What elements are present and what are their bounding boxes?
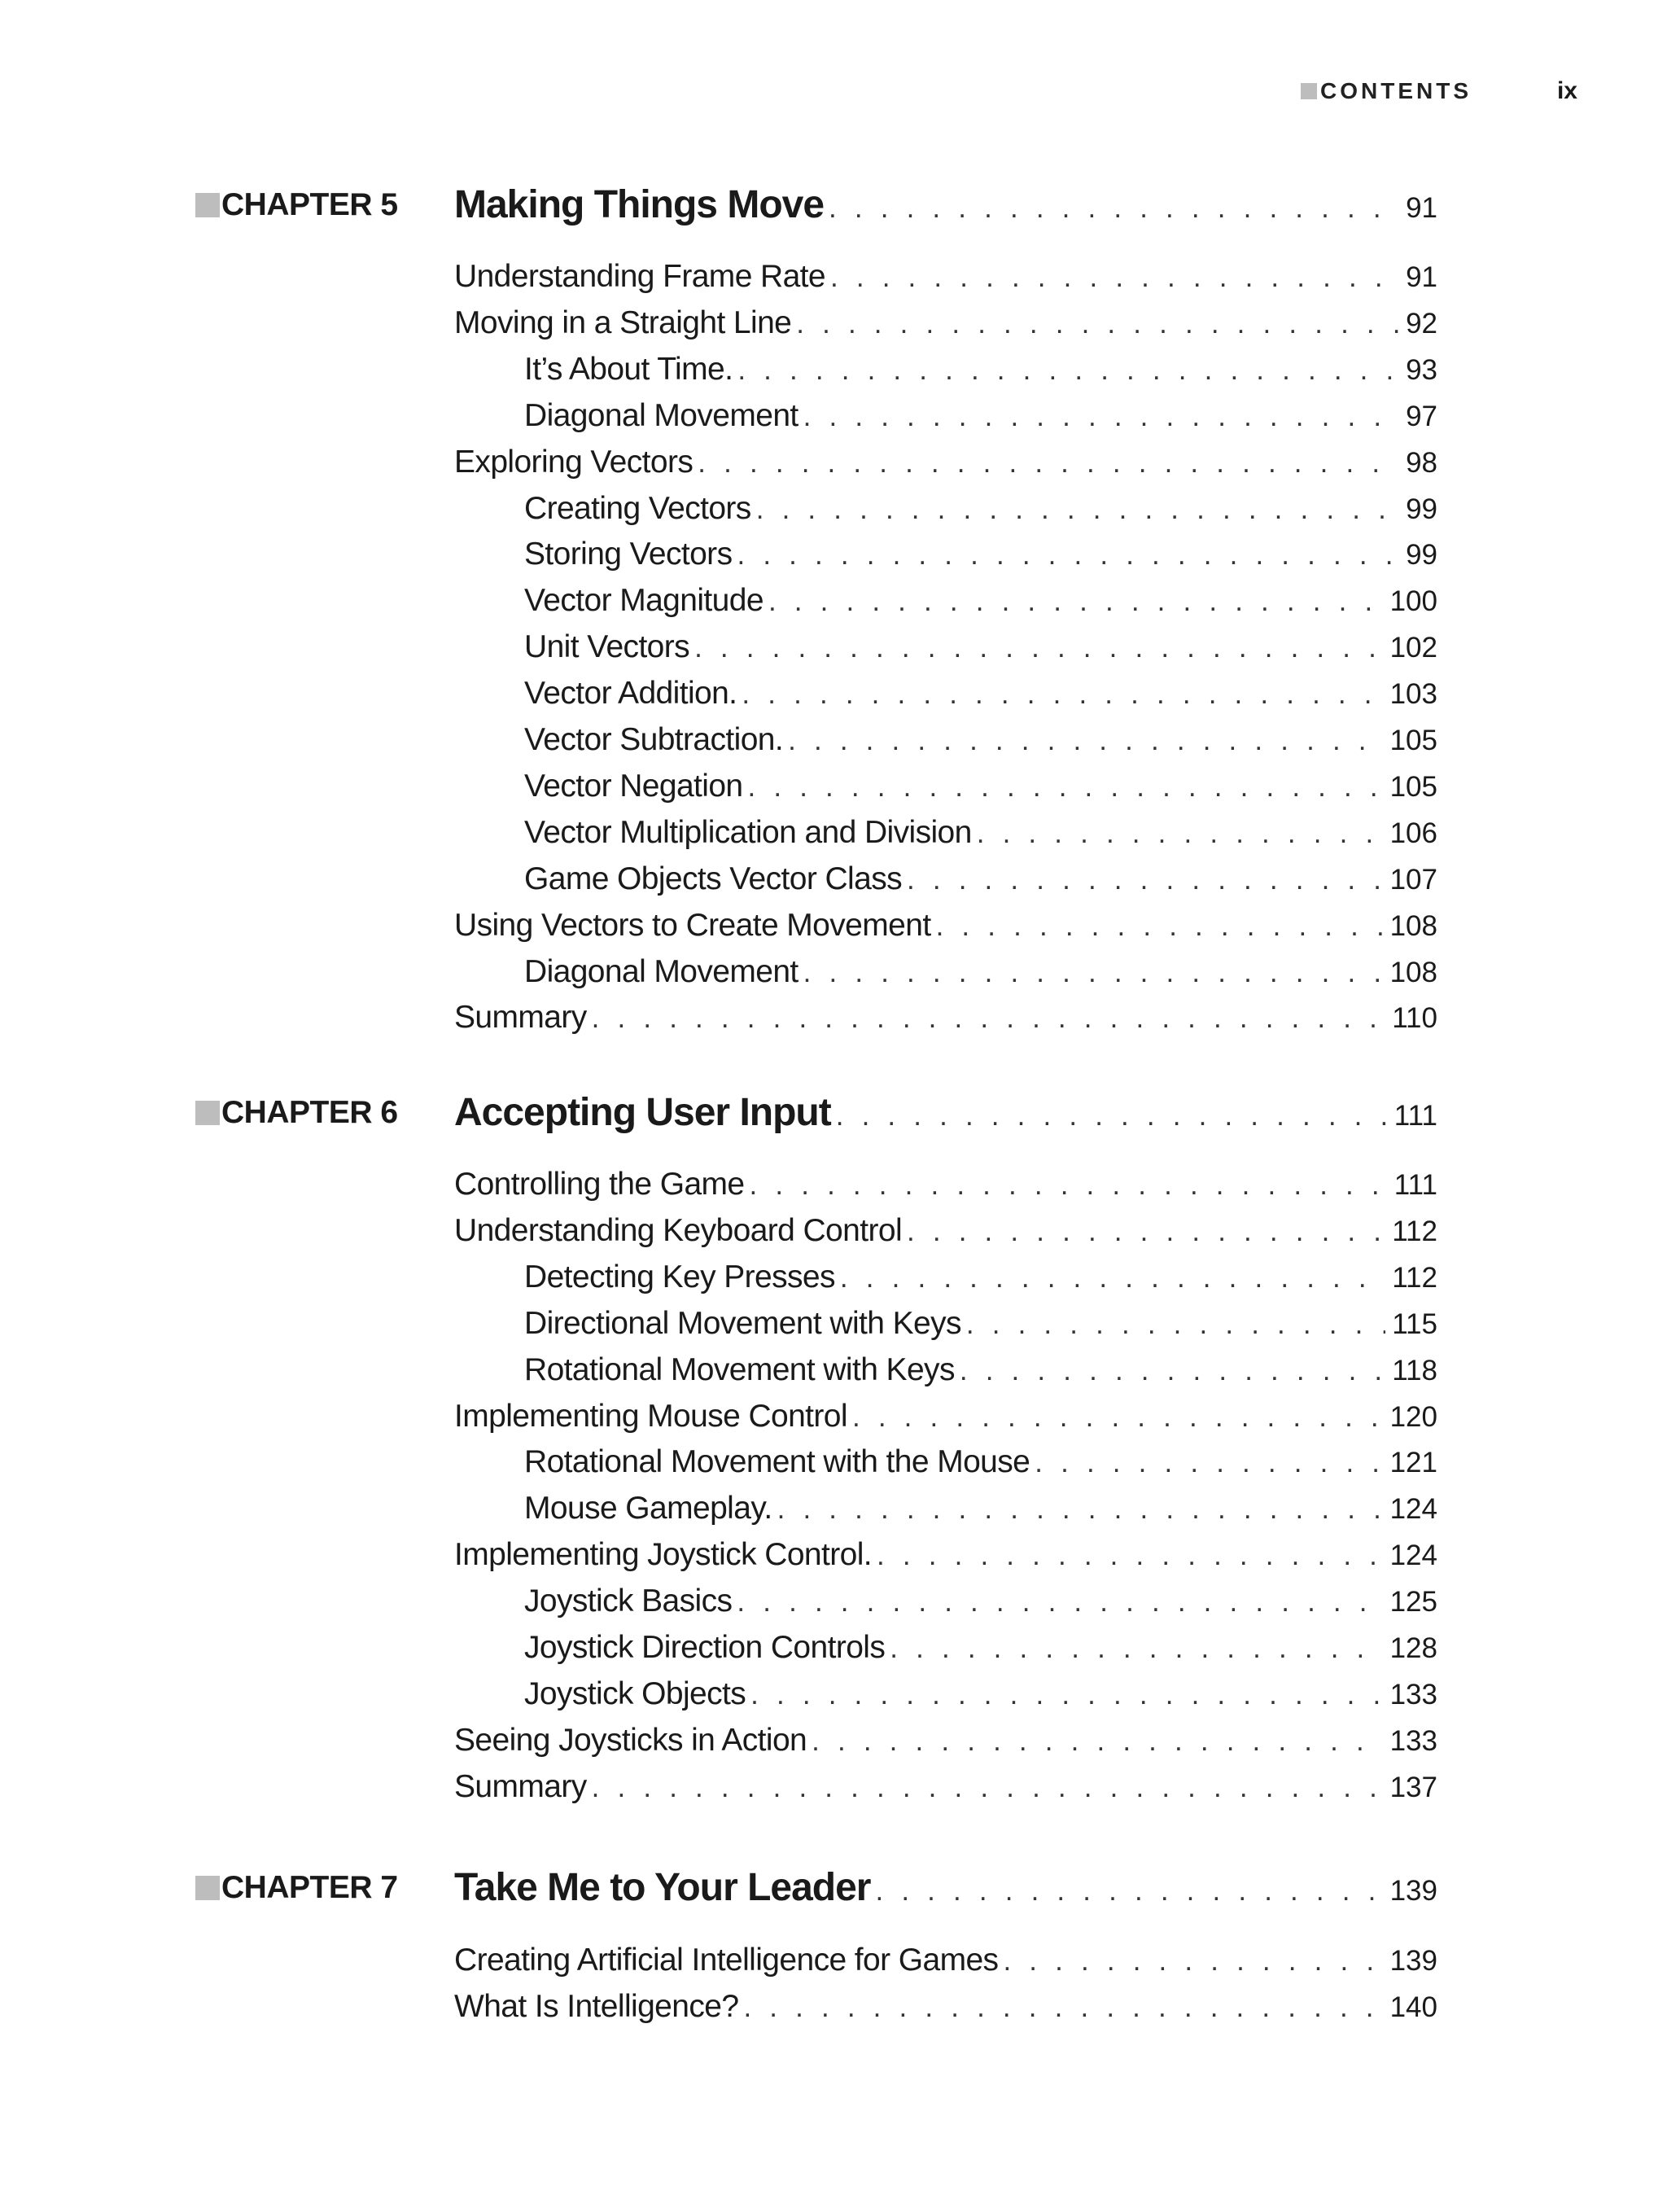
page-number: ix <box>1556 77 1577 104</box>
dot-leader <box>750 1169 1388 1202</box>
dot-leader <box>877 1540 1384 1572</box>
toc-entry[interactable] <box>524 954 1437 1000</box>
dot-leader <box>1035 1447 1383 1479</box>
entry-title: Rotational Movement with the Mouse <box>524 1444 1030 1479</box>
toc-entry[interactable] <box>524 1491 1437 1536</box>
entry-title: Controlling the Game <box>454 1167 745 1202</box>
dot-leader <box>890 1632 1383 1665</box>
toc-entry[interactable] <box>454 259 1437 304</box>
toc-entry[interactable] <box>524 722 1437 768</box>
chapter-label <box>195 1870 398 1906</box>
square-bullet-icon <box>1301 83 1317 99</box>
entry-title: Take Me to Your Leader <box>454 1866 871 1909</box>
dot-leader <box>698 447 1399 480</box>
entry-title: Summary <box>454 1769 587 1804</box>
entry-title: Detecting Key Presses <box>524 1259 835 1294</box>
chapter-label <box>195 1095 398 1131</box>
toc-entry[interactable] <box>524 676 1437 721</box>
toc-entry[interactable] <box>524 1676 1437 1722</box>
entry-title: Seeing Joysticks in Action <box>454 1723 807 1758</box>
toc-entry[interactable] <box>524 1583 1437 1629</box>
toc-entry[interactable] <box>454 1213 1437 1259</box>
square-bullet-icon <box>195 193 220 217</box>
entry-page-number: 115 <box>1392 1308 1437 1340</box>
entry-page-number: 139 <box>1389 1945 1437 1977</box>
entry-page-number: 133 <box>1389 1725 1437 1757</box>
entry-title: Moving in a Straight Line <box>454 305 792 340</box>
dot-leader <box>812 1725 1383 1758</box>
toc-entry[interactable] <box>524 1444 1437 1490</box>
entry-title: Diagonal Movement <box>524 954 798 989</box>
entry-title: Implementing Mouse Control <box>454 1399 847 1434</box>
toc-entry[interactable] <box>454 1000 1437 1045</box>
toc-entry[interactable] <box>524 1352 1437 1398</box>
entry-title: Diagonal Movement <box>524 398 798 433</box>
entry-title: Joystick Direction Controls <box>524 1630 886 1665</box>
dot-leader <box>737 354 1399 387</box>
entry-title: Understanding Frame Rate <box>454 259 825 294</box>
entry-page-number: 92 <box>1406 308 1437 339</box>
dot-leader <box>737 539 1399 572</box>
dot-leader <box>829 192 1399 225</box>
entry-title: Creating Artificial Intelligence for Games <box>454 1943 999 1978</box>
toc-entry[interactable] <box>524 537 1437 582</box>
toc-entry[interactable] <box>524 815 1437 861</box>
dot-leader <box>852 1401 1384 1434</box>
entry-title: Joystick Objects <box>524 1676 746 1711</box>
entry-page-number: 128 <box>1389 1632 1437 1664</box>
dot-leader <box>742 678 1383 711</box>
entry-page-number: 91 <box>1406 261 1437 293</box>
dot-leader <box>977 817 1384 850</box>
toc-entry[interactable] <box>524 398 1437 444</box>
entry-page-number: 124 <box>1389 1493 1437 1525</box>
entry-title: Vector Magnitude <box>524 583 763 618</box>
entry-page-number: 111 <box>1394 1169 1437 1201</box>
dot-leader <box>966 1308 1385 1341</box>
toc-entry[interactable] <box>524 1306 1437 1351</box>
dot-leader <box>840 1262 1385 1294</box>
toc-entry[interactable] <box>524 861 1437 907</box>
chapter-title-entry[interactable] <box>454 182 1437 236</box>
entry-page-number: 111 <box>1394 1100 1437 1132</box>
entry-title: Vector Negation <box>524 769 743 804</box>
entry-page-number: 106 <box>1389 817 1437 849</box>
entry-title: Mouse Gameplay. <box>524 1491 772 1526</box>
entry-title: Making Things Move <box>454 183 825 226</box>
entry-page-number: 125 <box>1389 1586 1437 1618</box>
entry-page-number: 93 <box>1406 354 1437 386</box>
entry-page-number: 99 <box>1406 539 1437 571</box>
entry-page-number: 124 <box>1389 1540 1437 1571</box>
entry-title: Rotational Movement with Keys <box>524 1352 955 1387</box>
entry-page-number: 103 <box>1389 678 1437 710</box>
dot-leader <box>907 1216 1385 1248</box>
entry-title: Using Vectors to Create Movement <box>454 908 931 943</box>
entry-page-number: 105 <box>1389 725 1437 756</box>
entry-page-number: 108 <box>1389 910 1437 942</box>
entry-page-number: 112 <box>1392 1262 1437 1294</box>
dot-leader <box>830 261 1399 294</box>
dot-leader <box>788 725 1383 757</box>
running-head <box>1301 75 1577 107</box>
toc-entry[interactable] <box>524 769 1437 814</box>
entry-title: Game Objects Vector Class <box>524 861 903 896</box>
entry-page-number: 102 <box>1389 632 1437 664</box>
entry-page-number: 91 <box>1406 192 1437 224</box>
toc-entry[interactable] <box>454 1943 1437 1988</box>
chapter-number: CHAPTER 7 <box>221 1870 398 1905</box>
toc-entry[interactable] <box>454 1167 1437 1212</box>
toc-entry[interactable] <box>524 1630 1437 1675</box>
entry-title: Exploring Vectors <box>454 445 693 480</box>
entry-page-number: 120 <box>1389 1401 1437 1433</box>
dot-leader <box>803 957 1384 989</box>
dot-leader <box>1003 1945 1383 1978</box>
entry-title: Accepting User Input <box>454 1091 831 1134</box>
entry-title: Directional Movement with Keys <box>524 1306 961 1341</box>
dot-leader <box>750 1679 1383 1711</box>
entry-page-number: 139 <box>1389 1875 1437 1907</box>
entry-page-number: 98 <box>1406 447 1437 479</box>
entry-page-number: 100 <box>1389 585 1437 617</box>
square-bullet-icon <box>195 1101 220 1125</box>
dot-leader <box>936 910 1384 943</box>
entry-page-number: 137 <box>1389 1772 1437 1803</box>
entry-page-number: 108 <box>1389 957 1437 988</box>
entry-page-number: 105 <box>1389 771 1437 803</box>
toc-entry[interactable] <box>454 1723 1437 1768</box>
entry-page-number: 99 <box>1406 493 1437 525</box>
toc-entry[interactable] <box>454 1769 1437 1815</box>
chapter-label <box>195 187 398 223</box>
entry-title: Storing Vectors <box>524 537 733 572</box>
entry-page-number: 140 <box>1389 1991 1437 2023</box>
entry-title: Summary <box>454 1000 587 1035</box>
entry-page-number: 133 <box>1389 1679 1437 1710</box>
dot-leader <box>737 1586 1383 1618</box>
entry-title: Vector Subtraction. <box>524 722 784 757</box>
entry-page-number: 112 <box>1392 1216 1437 1247</box>
toc-entry[interactable] <box>454 908 1437 953</box>
entry-page-number: 121 <box>1389 1447 1437 1478</box>
chapter-title-entry[interactable] <box>454 1090 1437 1144</box>
toc-entry[interactable] <box>454 1399 1437 1444</box>
toc-entry[interactable] <box>524 352 1437 397</box>
dot-leader <box>836 1100 1388 1132</box>
entry-title: Creating Vectors <box>524 491 751 526</box>
dot-leader <box>694 632 1384 664</box>
entry-page-number: 97 <box>1406 401 1437 432</box>
chapter-number: CHAPTER 6 <box>221 1095 398 1130</box>
entry-title: What Is Intelligence? <box>454 1989 739 2024</box>
toc-entry[interactable] <box>454 305 1437 351</box>
toc-entry[interactable] <box>454 1989 1437 2035</box>
dot-leader <box>748 771 1384 804</box>
dot-leader <box>777 1493 1384 1526</box>
dot-leader <box>768 585 1384 618</box>
square-bullet-icon <box>195 1876 220 1900</box>
toc-entry[interactable] <box>524 583 1437 629</box>
dot-leader <box>592 1002 1386 1035</box>
entry-title: It’s About Time. <box>524 352 733 387</box>
dot-leader <box>803 401 1399 433</box>
entry-page-number: 110 <box>1392 1002 1437 1034</box>
dot-leader <box>907 864 1384 896</box>
chapter-number: CHAPTER 5 <box>221 187 398 222</box>
entry-page-number: 107 <box>1389 864 1437 896</box>
toc-entry[interactable] <box>454 445 1437 490</box>
toc-entry[interactable] <box>524 1259 1437 1305</box>
entry-page-number: 118 <box>1392 1355 1437 1386</box>
entry-title: Joystick Basics <box>524 1583 733 1618</box>
dot-leader <box>592 1772 1384 1804</box>
dot-leader <box>756 493 1399 526</box>
dot-leader <box>875 1875 1383 1908</box>
entry-title: Unit Vectors <box>524 629 690 664</box>
running-head-label: CONTENTS <box>1320 78 1472 103</box>
chapter-title-entry[interactable] <box>454 1865 1437 1919</box>
entry-title: Vector Addition. <box>524 676 737 711</box>
entry-title: Vector Multiplication and Division <box>524 815 972 850</box>
toc-entry[interactable] <box>454 1537 1437 1583</box>
dot-leader <box>796 308 1399 340</box>
dot-leader <box>960 1355 1385 1387</box>
dot-leader <box>743 1991 1383 2024</box>
toc-entry[interactable] <box>524 629 1437 675</box>
toc-entry[interactable] <box>524 491 1437 537</box>
entry-title: Understanding Keyboard Control <box>454 1213 903 1248</box>
entry-title: Implementing Joystick Control. <box>454 1537 873 1572</box>
